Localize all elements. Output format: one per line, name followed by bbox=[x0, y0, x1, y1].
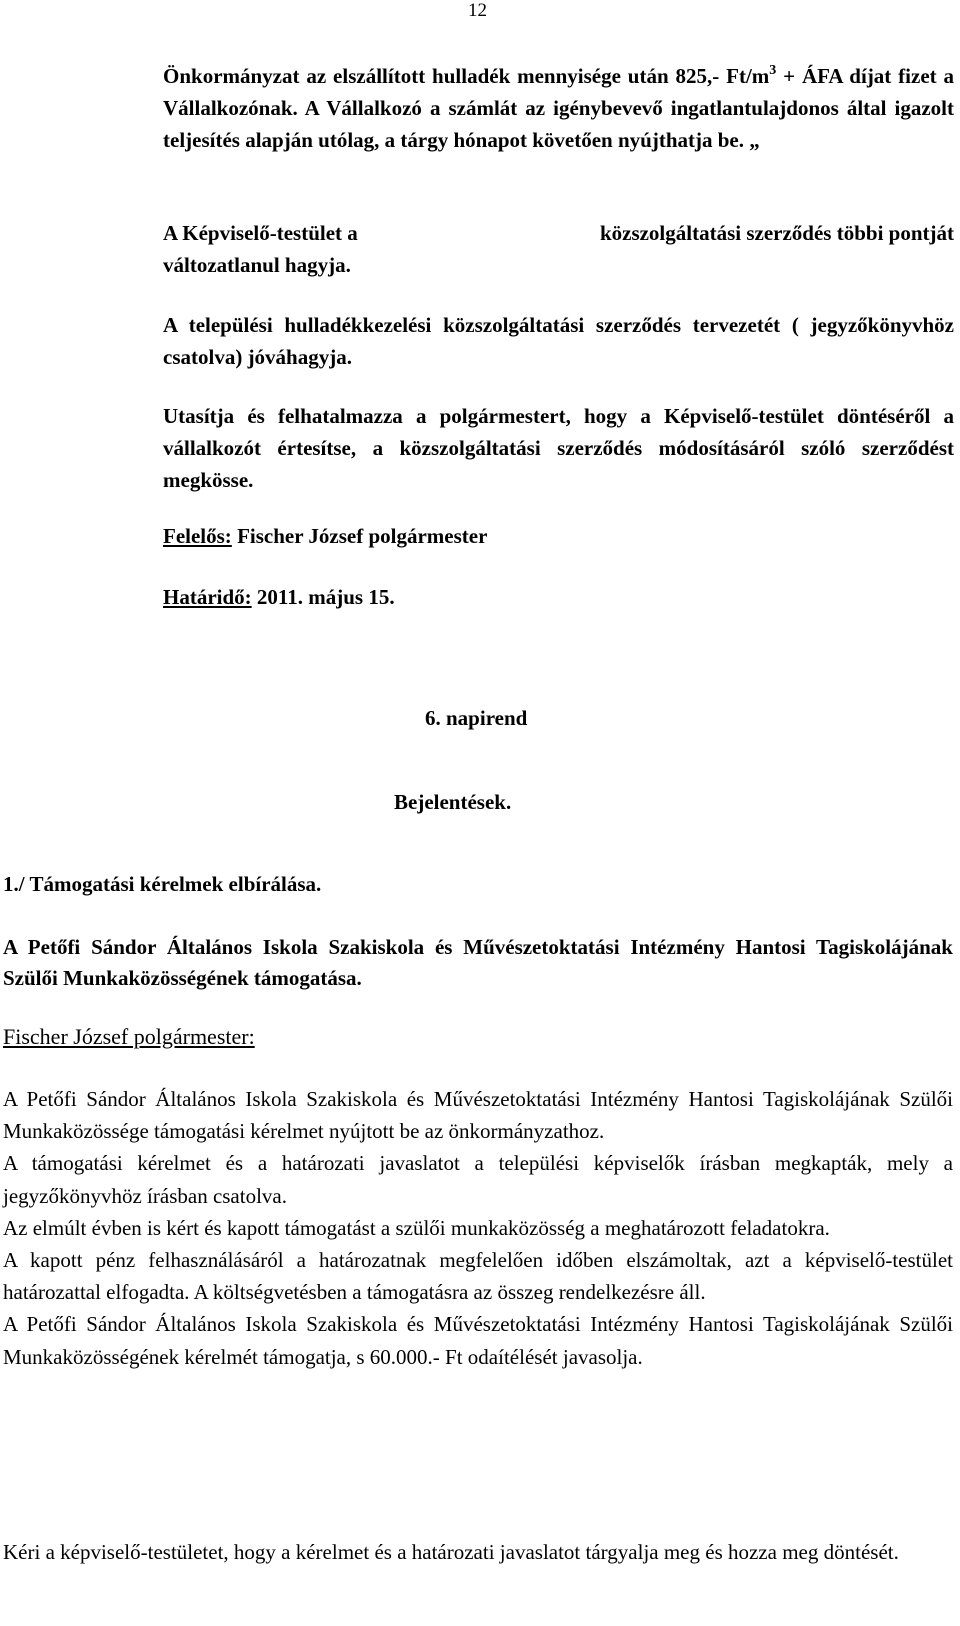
responsible-line bbox=[163, 524, 954, 549]
body-text bbox=[3, 1083, 953, 1373]
subject-paragraph: A Petőfi Sándor Általános Iskola Szakiskola és Művészetoktatási Intézmény Hantosi Tagiskolájának Szülői Munkaközösségének támogatása. bbox=[3, 935, 953, 990]
contract-draft-paragraph: A települési hulladékkezelési közszolgáltatási szerződés tervezetét ( jegyzőkönyvhöz csatolva) jóváhagyja. bbox=[163, 313, 954, 369]
responsible-label: Felelős: bbox=[163, 524, 232, 548]
unchanged-points-paragraph bbox=[163, 217, 954, 281]
authorization-paragraph: Utasítja és felhatalmazza a polgármestert, hogy a Képviselő-testület döntéséről a vállalkozót értesítse, a közszolgáltatási szerződés módosításáról szóló szerződést megkösse. bbox=[163, 404, 954, 492]
unit-superscript: 3 bbox=[769, 63, 777, 78]
deadline-value: 2011. május 15. bbox=[251, 585, 395, 609]
fee-paragraph bbox=[163, 60, 954, 156]
fee-text-start: Önkormányzat az elszállított hulladék mennyisége után 825,- Ft/m bbox=[163, 64, 770, 88]
deadline-line bbox=[163, 585, 954, 610]
agenda-title: Bejelentések. bbox=[394, 790, 512, 814]
unchanged-line1-right: közszolgáltatási szerződés többi pontját bbox=[599, 221, 954, 245]
body-paragraph-1: A Petőfi Sándor Általános Iskola Szakiskola és Művészetoktatási Intézmény Hantosi Tagiskolájának Szülői Munkaközössége támogatási kérelmet nyújtott be az önkormányzathoz. bbox=[3, 1087, 953, 1144]
unchanged-line2: változatlanul hagyja. bbox=[163, 253, 351, 277]
subsection-title: 1./ Támogatási kérelmek elbírálása. bbox=[3, 872, 322, 896]
fee-text-end: + ÁFA díjat fizet a Vállalkozónak. A Vállalkozó a számlát az igénybevevő ingatlantulajdonos által igazolt teljesítés alapján utólag, a tárgy hónapot követően nyújthatja be. „ bbox=[163, 64, 954, 152]
deadline-label: Határidő: bbox=[163, 585, 252, 609]
agenda-number: 6. napirend bbox=[425, 706, 528, 730]
body-paragraph-3: Az elmúlt évben is kért és kapott támogatást a szülői munkaközösség a meghatározott feladatokra. bbox=[3, 1215, 830, 1240]
unchanged-line1-left: A Képviselő-testület a bbox=[163, 221, 358, 245]
body-paragraph-2: A támogatási kérelmet és a határozati javaslatot a települési képviselők írásban megkapták, mely a jegyzőkönyvhöz írásban csatolva. bbox=[3, 1151, 953, 1208]
closing-paragraph: Kéri a képviselő-testületet, hogy a kérelmet és a határozati javaslatot tárgyalja meg és hozza meg döntését. bbox=[3, 1540, 899, 1564]
speaker-name: Fischer József polgármester: bbox=[3, 1024, 255, 1049]
body-paragraph-5: A Petőfi Sándor Általános Iskola Szakiskola és Művészetoktatási Intézmény Hantosi Tagiskolájának Szülői Munkaközösségének kérelmét támogatja, s 60.000.- Ft odaítélését javasolja. bbox=[3, 1312, 953, 1369]
body-paragraph-4: A kapott pénz felhasználásáról a határozatnak megfelelően időben elszámoltak, azt a képviselő-testület határozattal elfogadta. A költségvetésben a támogatásra az összeg rendelkezésre áll. bbox=[3, 1248, 953, 1305]
responsible-value: Fischer József polgármester bbox=[231, 524, 488, 548]
page-number: 12 bbox=[468, 0, 487, 21]
